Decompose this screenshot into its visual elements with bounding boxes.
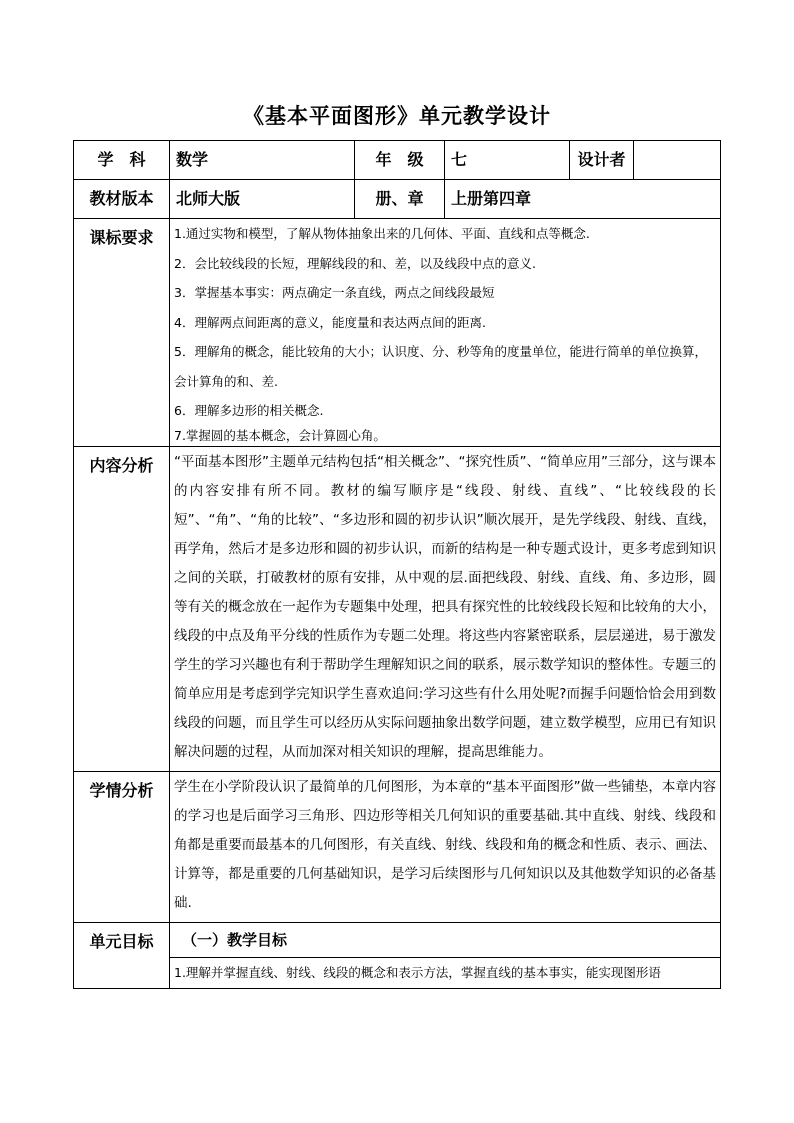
designer-label: 设计者 — [570, 141, 634, 180]
requirement-item: 2．会比较线段的长短，理解线段的和、差，以及线段中点的意义. — [174, 255, 536, 271]
goals-subheading: （一）教学目标 — [182, 930, 288, 949]
student-analysis-label: 学情分析 — [74, 771, 170, 922]
document-title: 《基本平面图形》单元教学设计 — [243, 103, 551, 128]
volume-label: 册、章 — [355, 180, 445, 219]
unit-goals-label: 单元目标 — [74, 922, 170, 988]
subject-label: 学 科 — [74, 141, 170, 180]
requirement-item: 4．理解两点间距离的意义，能度量和表达两点间的距离. — [174, 314, 486, 330]
grade-label: 年 级 — [355, 141, 445, 180]
requirement-item: 3．掌握基本事实：两点确定一条直线，两点之间线段最短 — [174, 285, 495, 300]
header-row-edition — [74, 180, 721, 219]
student-analysis-text: 学生在小学阶段认识了最简单的几何图形，为本章的“基本平面图形”做一些铺垫，本章内容的学习也是后面学习三角形、四边形等相关几何知识的重要基础.其中直线、射线、线段和角都是重要而最基本的几何图形，有关直线、射线、线段和角的概念和性质、表示、画法、计算等，都是重要的几何基础知识，是学习后续图形与几何知识以及其他数学知识的必备基础. — [170, 771, 721, 922]
content-analysis-label: 内容分析 — [74, 446, 170, 771]
unit-goals-row — [74, 922, 721, 988]
requirement-item: 5．理解角的概念，能比较角的大小；认识度、分、秒等角的度量单位，能进行简单的单位换算，会计算角的和、差. — [174, 344, 707, 389]
header-row-subject — [74, 141, 721, 180]
requirement-item: 7.掌握圆的基本概念，会计算圆心角。 — [174, 427, 386, 443]
requirements-label: 课标要求 — [74, 219, 170, 447]
subject-value: 数学 — [170, 141, 355, 180]
requirement-item: 6．理解多边形的相关概念. — [174, 403, 324, 418]
grade-value: 七 — [445, 141, 570, 180]
content-analysis-text: “平面基本图形”主题单元结构包括“相关概念”、“探究性质”、“简单应用”三部分，这与课本的内容安排有所不同。教材的编写顺序是“线段、射线、直线”、“比较线段的长短”、“角”、“角的比较”、“多边形和圆的初步认识”顺次展开，是先学线段、射线、直线，再学角，然后才是多边形和圆的初步认识，而新的结构是一种专题式设计，更多考虑到知识之间的关联，打破教材的原有安排，从中观的层.面把线段、射线、直线、角、多边形，圆等有关的概念放在一起作为专题集中处理，把具有探究性的比较线段长短和比较角的大小，线段的中点及角平分线的性质作为专题二处理。将这些内容紧密联系，层层递进，易于激发学生的学习兴趣也有利于帮助学生理解知识之间的联系，展示数学知识的整体性。专题三的简单应用是考虑到学完知识学生喜欢追问:学习这些有什么用处呢?而握手问题恰恰会用到数线段的问题，而且学生可以经历从实际问题抽象出数学问题，建立数学模型，应用已有知识解决问题的过程，从而加深对相关知识的理解，提高思维能力。 — [170, 446, 721, 771]
volume-value: 上册第四章 — [445, 180, 721, 219]
requirements-row — [74, 219, 721, 447]
student-analysis-row — [74, 771, 721, 922]
content-analysis-row — [74, 446, 721, 771]
edition-label: 教材版本 — [74, 180, 170, 219]
requirements-list — [170, 219, 721, 447]
unit-goals-cell — [170, 922, 721, 988]
designer-value — [634, 141, 721, 180]
requirement-item: 1.通过实物和模型，了解从物体抽象出来的几何体、平面、直线和点等概念. — [174, 226, 590, 241]
edition-value: 北师大版 — [170, 180, 355, 219]
goal-item: 1.理解并掌握直线、射线、线段的概念和表示方法，掌握直线的基本事实，能实现图形语 — [170, 957, 720, 988]
design-table — [73, 140, 721, 989]
